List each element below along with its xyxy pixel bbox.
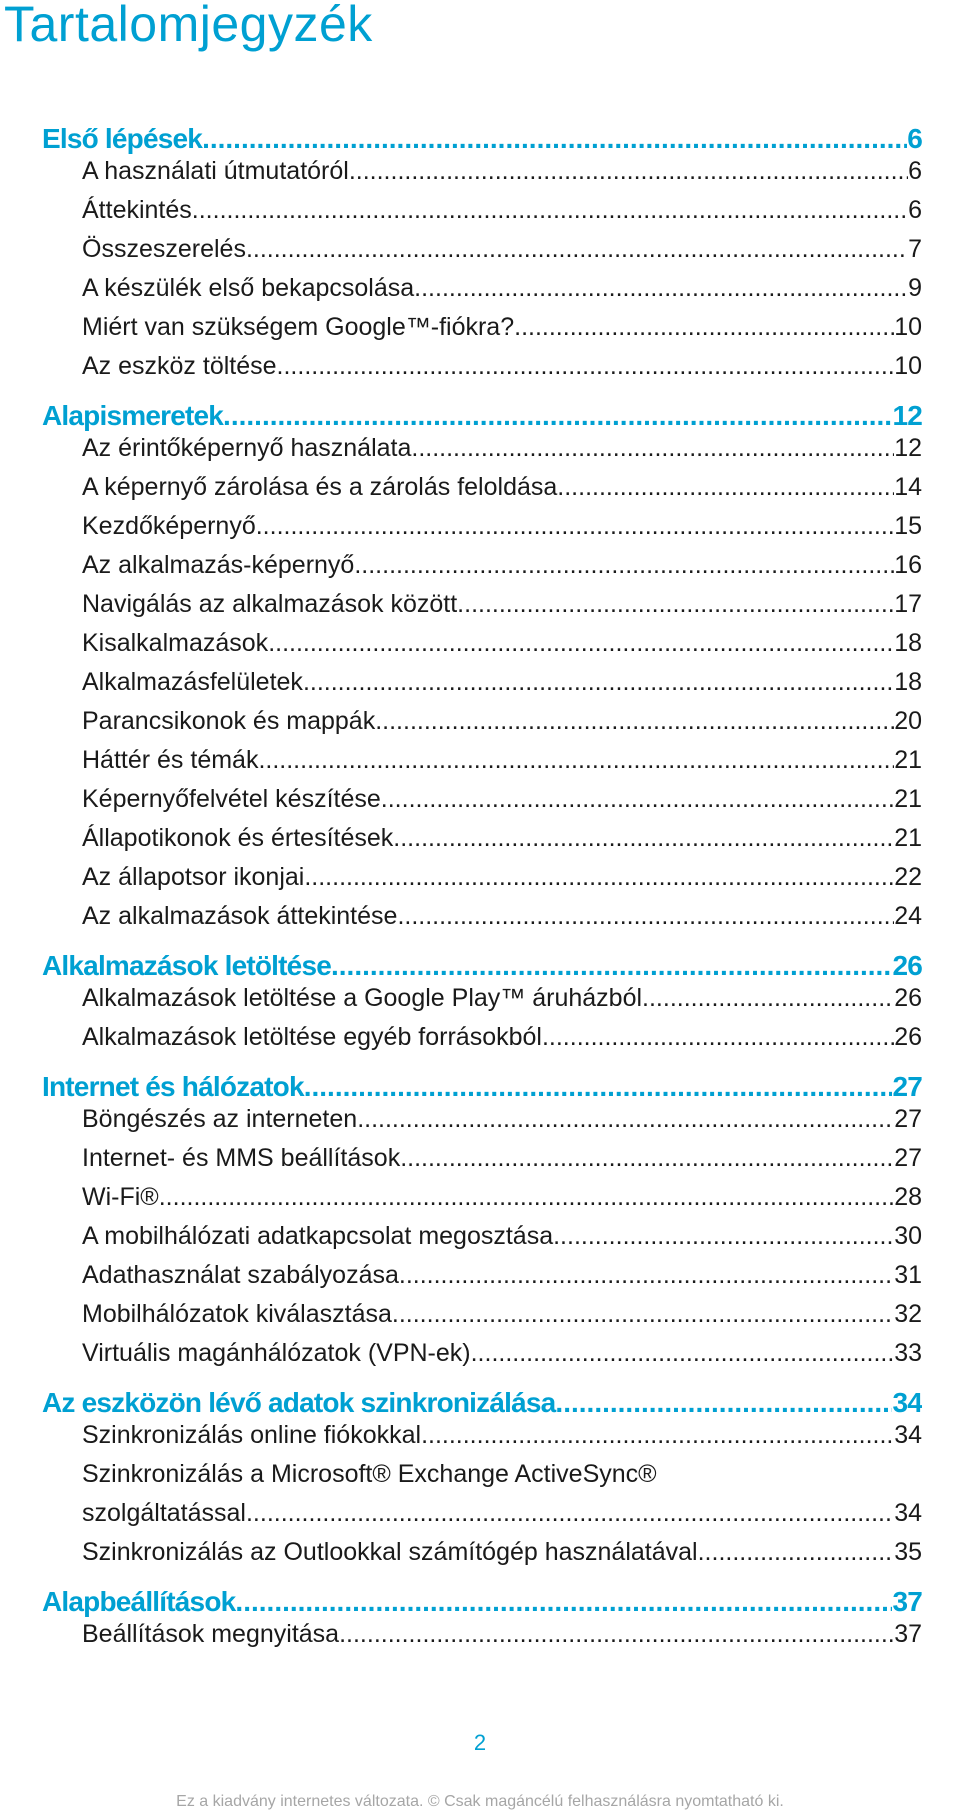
toc-page-number: 6 [908,157,922,185]
toc-entry[interactable] [42,1339,922,1378]
toc-page-number: 30 [894,1222,922,1250]
toc-leader-dots [381,785,894,814]
toc-leader-dots [514,313,894,342]
toc-page-number: 15 [894,512,922,540]
toc-entry[interactable] [42,157,922,196]
toc-page-number: 35 [894,1538,922,1566]
toc-entry[interactable] [42,902,922,941]
toc-entry[interactable] [42,274,922,313]
toc-entry[interactable] [42,1023,922,1062]
footer-note: Ez a kiadvány internetes változata. © Csak magáncélú felhasználásra nyomtatható ki. [176,1793,784,1810]
page-number: 2 [473,1730,487,1755]
toc-label: Alkalmazások letöltése egyéb forrásokból [82,1023,542,1051]
toc-label: A használati útmutatóról [82,157,349,185]
toc-entry[interactable] [42,1105,922,1144]
toc-label: Szinkronizálás online fiókokkal [82,1421,422,1449]
toc-label: Állapotikonok és értesítések [82,824,394,852]
toc-label: Áttekintés [82,196,192,224]
toc-leader-dots [304,863,894,892]
toc-label: Adathasználat szabályozása [82,1261,399,1289]
toc-leader-dots [642,984,894,1013]
toc-entry[interactable] [42,313,922,352]
toc-leader-dots [698,1538,895,1567]
toc-entry[interactable] [42,551,922,590]
toc-label: Szinkronizálás az Outlookkal számítógép használatával [82,1538,698,1566]
toc-entry[interactable] [42,1460,922,1499]
toc-leader-dots [349,157,908,186]
toc-label: Az eszközön lévő adatok szinkronizálása [42,1387,556,1418]
toc-leader-dots [457,590,894,619]
toc-label: Alkalmazások letöltése [42,950,331,981]
toc-chapter[interactable] [42,1378,922,1421]
toc-label: A készülék első bekapcsolása [82,274,415,302]
toc-page-number: 37 [892,1586,922,1617]
toc-entry[interactable] [42,196,922,235]
toc-leader-dots [411,434,894,463]
toc-leader-dots [357,1105,894,1134]
toc-label: Miért van szükségem Google™-fiókra? [82,313,515,341]
toc-label: Mobilhálózatok kiválasztása [82,1300,392,1328]
toc-label: Alapismeretek [42,400,224,431]
toc-entry[interactable] [42,1499,922,1538]
toc-leader-dots [246,235,908,264]
toc-leader-dots [553,1222,894,1251]
toc-chapter[interactable] [42,941,922,984]
toc-entry[interactable] [42,1620,922,1659]
toc-leader-dots [235,1586,892,1618]
toc-entry[interactable] [42,984,922,1023]
toc-leader-dots [223,400,892,432]
toc-label: Kezdőképernyő [82,512,256,540]
toc-label: Internet és hálózatok [42,1071,304,1102]
toc-page-number: 16 [894,551,922,579]
toc-leader-dots [304,1071,893,1103]
toc-page-number: 21 [894,824,922,852]
toc-label: Alapbeállítások [42,1586,236,1617]
toc-leader-dots [421,1421,894,1450]
toc-label: szolgáltatással [82,1499,246,1527]
toc-label: Az alkalmazás-képernyő [82,551,355,579]
toc-entry[interactable] [42,785,922,824]
toc-leader-dots [159,1183,894,1212]
toc-chapter[interactable] [42,1577,922,1620]
toc-label: Virtuális magánhálózatok (VPN-ek) [82,1339,471,1367]
toc-page-number: 17 [894,590,922,618]
toc-page-number: 27 [894,1105,922,1133]
toc-label: Beállítások megnyitása [82,1620,340,1648]
toc-leader-dots [354,551,894,580]
toc-leader-dots [258,746,894,775]
toc-leader-dots [202,123,907,155]
toc-entry[interactable] [42,434,922,473]
toc-page-number: 34 [894,1421,922,1449]
toc-page-number: 33 [894,1339,922,1367]
toc-page-number: 12 [892,400,922,431]
page-title: Tartalomjegyzék [4,0,373,52]
toc-label: Első lépések [42,123,203,154]
toc-entry[interactable] [42,512,922,551]
toc-page-number: 26 [892,950,922,981]
toc-leader-dots [331,950,892,982]
toc-leader-dots [399,1261,894,1290]
toc-page-number: 12 [894,434,922,462]
toc-page-number: 21 [894,785,922,813]
toc-entry[interactable] [42,1183,922,1222]
toc-label: Wi-Fi® [82,1183,159,1211]
toc-label: Kisalkalmazások [82,629,269,657]
toc-page-number: 31 [894,1261,922,1289]
toc-chapter[interactable] [42,1062,922,1105]
toc-label: Szinkronizálás a Microsoft® Exchange ActiveSync® [82,1460,657,1488]
toc-entry[interactable] [42,1300,922,1339]
toc-page-number: 28 [894,1183,922,1211]
toc-leader-dots [246,1499,894,1528]
toc-page-number: 20 [894,707,922,735]
toc-page-number: 37 [894,1620,922,1648]
toc-page-number: 27 [894,1144,922,1172]
toc-label: Alkalmazások letöltése a Google Play™ áruházból [82,984,643,1012]
toc-entry[interactable] [42,1144,922,1183]
toc-page-number: 34 [892,1387,922,1418]
toc-leader-dots [557,473,894,502]
toc-page-number: 26 [894,984,922,1012]
toc-leader-dots [393,824,894,853]
toc-page-number: 9 [908,274,922,302]
toc-leader-dots [277,352,895,381]
toc-label: Böngészés az interneten [82,1105,358,1133]
toc-label: A képernyő zárolása és a zárolás feloldása [82,473,558,501]
toc-label: Az érintőképernyő használata [82,434,412,462]
toc-leader-dots [471,1339,895,1368]
toc-leader-dots [400,1144,894,1173]
toc-leader-dots [256,512,894,541]
toc-entry[interactable] [42,1421,922,1460]
toc-label: A mobilhálózati adatkapcsolat megosztása [82,1222,554,1250]
toc-leader-dots [555,1387,892,1419]
toc-leader-dots [339,1620,894,1649]
toc-leader-dots [397,902,894,931]
toc-page-number: 18 [894,629,922,657]
toc-label: Navigálás az alkalmazások között [82,590,458,618]
toc-page-number: 6 [908,196,922,224]
toc-page-number: 26 [894,1023,922,1051]
toc-leader-dots [268,629,894,658]
toc-chapter[interactable] [42,391,922,434]
toc-leader-dots [375,707,894,736]
toc-leader-dots [392,1300,894,1329]
toc-page-number: 24 [894,902,922,930]
toc-entry[interactable] [42,863,922,902]
toc-entry[interactable] [42,352,922,391]
toc-chapter[interactable] [42,114,922,157]
toc-label: Az alkalmazások áttekintése [82,902,398,930]
toc-entry[interactable] [42,1538,922,1577]
toc-page-number: 22 [894,863,922,891]
toc-entry[interactable] [42,707,922,746]
toc-page-number: 6 [907,123,922,154]
toc-entry[interactable] [42,1222,922,1261]
toc-label: Összeszerelés [82,235,246,263]
toc-leader-dots [542,1023,894,1052]
toc-label: Képernyőfelvétel készítése [82,785,381,813]
toc-entry[interactable] [42,1261,922,1300]
toc-entry[interactable] [42,746,922,785]
table-of-contents [42,114,922,1659]
toc-page-number: 18 [894,668,922,696]
toc-page-number: 27 [892,1071,922,1102]
toc-entry[interactable] [42,668,922,707]
toc-page-number: 7 [908,235,922,263]
toc-entry[interactable] [42,629,922,668]
toc-label: Háttér és témák [82,746,259,774]
toc-page-number: 14 [894,473,922,501]
toc-page-number: 34 [894,1499,922,1527]
toc-page-number: 32 [894,1300,922,1328]
toc-leader-dots [192,196,908,225]
toc-label: Parancsikonok és mappák [82,707,376,735]
toc-entry[interactable] [42,824,922,863]
toc-label: Az eszköz töltése [82,352,277,380]
toc-entry[interactable] [42,590,922,629]
toc-leader-dots [414,274,908,303]
toc-leader-dots [303,668,894,697]
toc-label: Alkalmazásfelületek [82,668,303,696]
toc-page-number: 10 [894,352,922,380]
toc-label: Az állapotsor ikonjai [82,863,305,891]
toc-page-number: 10 [894,313,922,341]
toc-label: Internet- és MMS beállítások [82,1144,401,1172]
toc-page-number: 21 [894,746,922,774]
toc-entry[interactable] [42,473,922,512]
toc-entry[interactable] [42,235,922,274]
